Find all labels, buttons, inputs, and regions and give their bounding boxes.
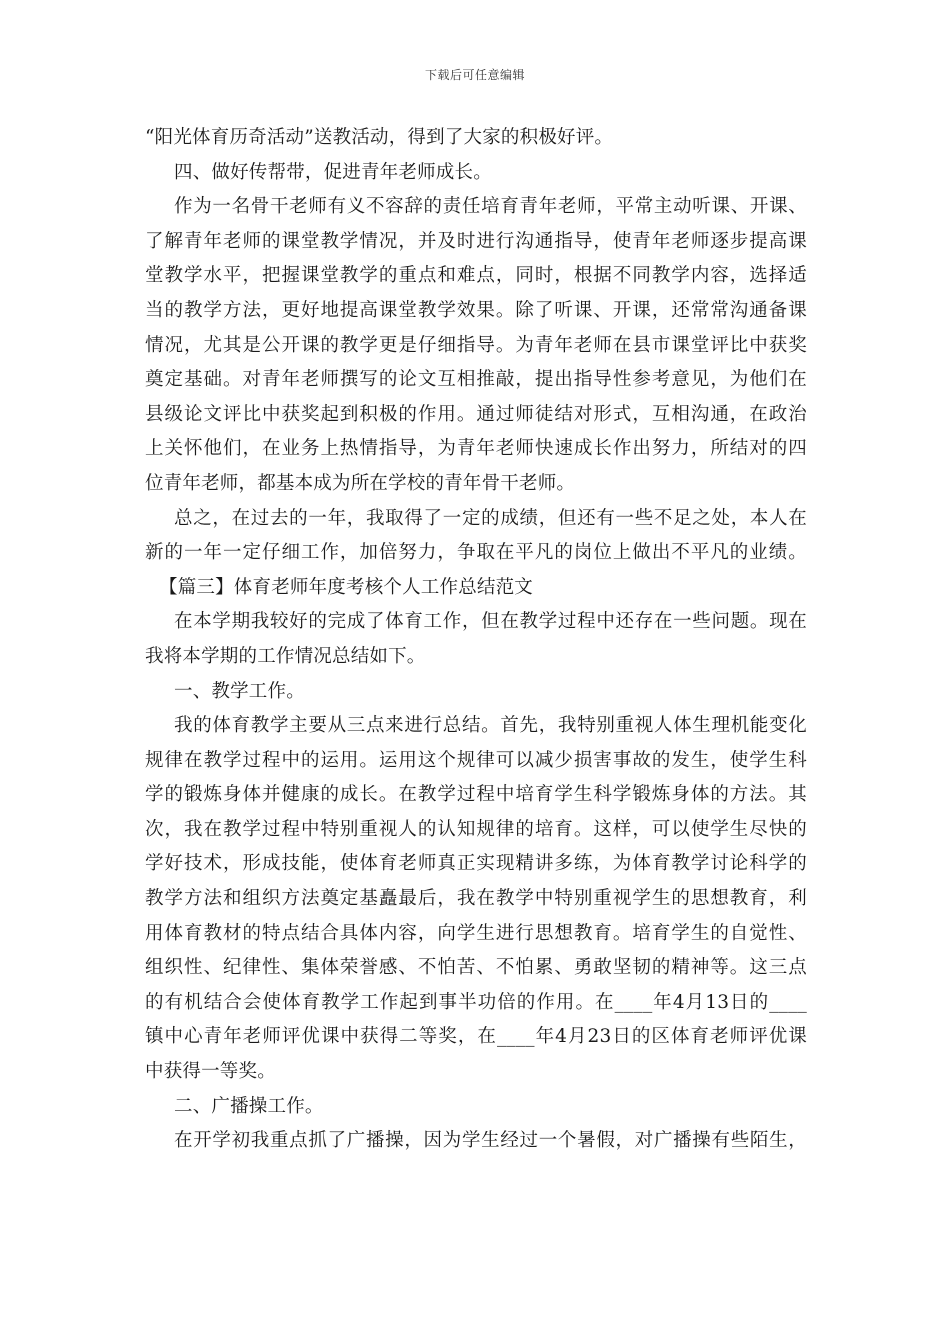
text-line: 中获得一等奖。 [145, 1061, 276, 1083]
text-line: 上关怀他们，在业务上热情指导，为青年老师快速成长作出努力，所结对的四 [145, 438, 807, 460]
text-line: 了解青年老师的课堂教学情况，并及时进行沟通指导，使青年老师逐步提高课 [145, 230, 807, 252]
text-line: 二、广播操工作。 [174, 1095, 324, 1117]
text-line: 用体育教材的特点结合具体内容，向学生进行思想教育。培育学生的自觉性、 [145, 922, 807, 944]
text-line: 次，我在教学过程中特别重视人的认知规律的培育。这样，可以使学生尽快的 [145, 818, 807, 840]
text-line: 奠定基础。对青年老师撰写的论文互相推敲，提出指导性参考意见，为他们在 [145, 369, 807, 391]
text-line: 学的锻炼身体并健康的成长。在教学过程中培育学生科学锻炼身体的方法。其 [145, 784, 807, 806]
text-line: 情况，尤其是公开课的教学更是仔细指导。为青年老师在县市课堂评比中获奖 [145, 334, 807, 356]
text-line: 镇中心青年老师评优课中获得二等奖，在____年4月23日的区体育老师评优课 [145, 1026, 807, 1048]
text-line: 新的一年一定仔细工作，加倍努力，争取在平凡的岗位上做出不平凡的业绩。 [145, 542, 807, 564]
text-line: 规律在教学过程中的运用。运用这个规律可以减少损害事故的发生，使学生科 [145, 749, 807, 771]
text-line: 学好技术，形成技能，使体育老师真正实现精讲多练，为体育教学讨论科学的 [145, 853, 807, 875]
text-line: 在本学期我较好的完成了体育工作，但在教学过程中还存在一些问题。现在 [174, 611, 807, 633]
text-line: 一、教学工作。 [174, 680, 305, 702]
text-line: 县级论文评比中获奖起到积极的作用。通过师徒结对形式，互相沟通，在政治 [145, 403, 807, 425]
text-line: 总之，在过去的一年，我取得了一定的成绩，但还有一些不足之处，本人在 [174, 507, 807, 529]
text-line: 的有机结合会使体育教学工作起到事半功倍的作用。在____年4月13日的____ [145, 991, 807, 1013]
text-line: 【篇三】体育老师年度考核个人工作总结范文 [159, 576, 534, 598]
page-header-note: 下载后可任意编辑 [424, 68, 525, 82]
document-body [145, 121, 807, 1159]
text-line: 教学方法和组织方法奠定基矗最后，我在教学中特别重视学生的思想教育，利 [145, 888, 807, 910]
text-line: 堂教学水平，把握课堂教学的重点和难点，同时，根据不同教学内容，选择适 [145, 265, 807, 287]
text-line: 在开学初我重点抓了广播操，因为学生经过一个暑假，对广播操有些陌生， [174, 1130, 807, 1152]
text-line: 当的教学方法，更好地提高课堂教学效果。除了听课、开课，还常常沟通备课 [145, 299, 807, 321]
text-line: 我的体育教学主要从三点来进行总结。首先，我特别重视人体生理机能变化 [174, 715, 807, 737]
text-line: 组织性、纪律性、集体荣誉感、不怕苦、不怕累、勇敢坚韧的精神等。这三点 [145, 957, 807, 979]
text-line: 作为一名骨干老师有义不容辞的责任培育青年老师，平常主动听课、开课、 [174, 196, 807, 218]
text-line: 位青年老师，都基本成为所在学校的青年骨干老师。 [145, 472, 576, 494]
text-line: 四、做好传帮带，促进青年老师成长。 [174, 161, 492, 183]
text-line: “阳光体育历奇活动”送教活动，得到了大家的积极好评。 [145, 127, 614, 148]
text-line: 我将本学期的工作情况总结如下。 [145, 645, 426, 667]
